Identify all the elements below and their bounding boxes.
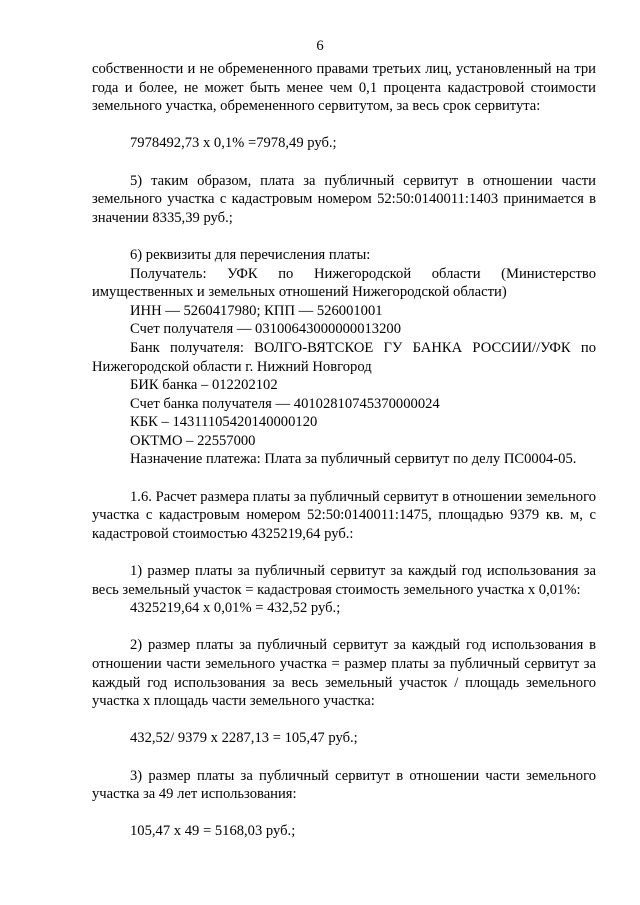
formula-line-4: 105,47 х 49 = 5168,03 руб.;: [130, 823, 296, 840]
requisite-inn-kpp: ИНН — 5260417980; КПП — 526001001: [130, 302, 383, 319]
requisite-recipient-account: Счет получателя — 03100643000000013200: [130, 321, 401, 338]
paragraph-servitude-minimum: собственности и не обремененного правами третьих лиц, установленный на три года и более, не может быть менее чем 0,1 процента кадастровой стоимости земельного участка, обремененного сервитутом, за весь срок сервитута:: [92, 61, 596, 115]
requisite-bank: Банк получателя: ВОЛГО-ВЯТСКОЕ ГУ БАНКА РОССИИ//УФК по Нижегородской области г. Нижний Новгород: [92, 339, 596, 375]
document-body: [92, 60, 596, 841]
requisite-bank-account: Счет банка получателя — 40102810745370000024: [130, 395, 440, 412]
requisite-bik: БИК банка – 012202102: [130, 377, 278, 394]
paragraph-item-5: 5) таким образом, плата за публичный сервитут в отношении части земельного участка с кадастровым номером 52:50:0140011:1403 принимается в значении 8335,39 руб.;: [92, 172, 596, 226]
requisite-oktmo: ОКТМО – 22557000: [130, 432, 256, 449]
paragraph-item-6-heading: 6) реквизиты для перечисления платы:: [130, 246, 371, 263]
paragraph-step-1: 1) размер платы за публичный сервитут за каждый год использования за весь земельный участок = кадастровая стоимость земельного участка х 0,01%:: [92, 563, 596, 598]
requisite-payment-purpose: Назначение платежа: Плата за публичный сервитут по делу ПС0004-05.: [130, 451, 577, 468]
requisite-recipient: Получатель: УФК по Нижегородской области (Министерство имущественных и земельных отношений Нижегородской области): [92, 265, 596, 301]
formula-line-2: 4325219,64 х 0,01% = 432,52 руб.;: [130, 600, 341, 617]
requisite-kbk: КБК – 14311105420140000120: [130, 414, 318, 431]
paragraph-step-3: 3) размер платы за публичный сервитут в отношении части земельного участка за 49 лет использования:: [92, 767, 596, 803]
page-number: 6: [316, 38, 324, 54]
formula-line-3: 432,52/ 9379 х 2287,13 = 105,47 руб.;: [130, 730, 358, 747]
paragraph-step-2: 2) размер платы за публичный сервитут за каждый год использования в отношении части земельного участка = размер платы за публичный сервитут за каждый год использования за весь земельный участок / площадь земельного участка х площадь части земельного участка:: [92, 637, 596, 710]
paragraph-section-1-6: 1.6. Расчет размера платы за публичный сервитут в отношении земельного участка с кадастровым номером 52:50:0140011:1475, площадью 9379 кв. м, с кадастровой стоимостью 4325219,64 руб.:: [92, 488, 596, 542]
formula-line-1: 7978492,73 х 0,1% =7978,49 руб.;: [130, 135, 337, 152]
